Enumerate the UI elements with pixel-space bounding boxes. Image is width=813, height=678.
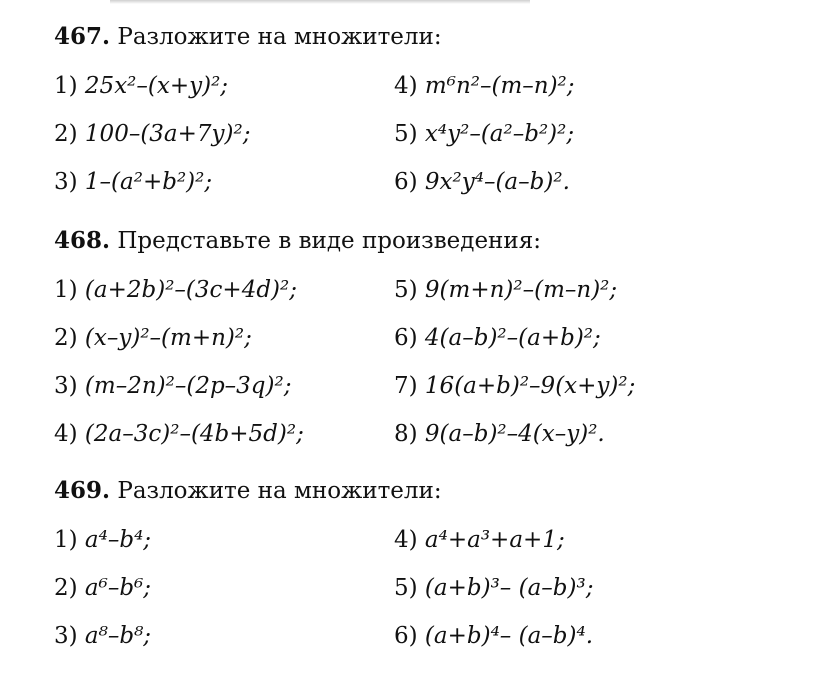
item-expression: 9(m+n)²–(m–n)²; <box>424 277 618 303</box>
exercise-468 <box>54 224 794 452</box>
item-number: 1) <box>54 73 78 99</box>
exercise-number: 468. <box>54 227 111 254</box>
item-expression: 25x²–(x+y)²; <box>84 73 229 99</box>
item-expression: (2a–3c)²–(4b+5d)²; <box>84 421 304 447</box>
exercise-item <box>54 570 394 606</box>
item-number: 8) <box>394 421 418 447</box>
item-expression: a⁶–b⁶; <box>84 575 152 601</box>
item-number: 5) <box>394 575 418 601</box>
exercise-heading <box>54 224 794 258</box>
exercise-item <box>54 320 394 356</box>
item-expression: (m–2n)²–(2p–3q)²; <box>84 373 292 399</box>
item-number: 3) <box>54 169 78 195</box>
item-expression: 9x²y⁴–(a–b)². <box>424 169 570 195</box>
item-number: 6) <box>394 325 418 351</box>
exercise-item <box>394 618 774 654</box>
exercise-469 <box>54 474 794 654</box>
item-number: 3) <box>54 373 78 399</box>
item-number: 1) <box>54 527 78 553</box>
item-number: 5) <box>394 121 418 147</box>
exercise-item <box>394 320 774 356</box>
item-expression: 1–(a²+b²)²; <box>84 169 213 195</box>
exercise-title: Разложите на множители: <box>117 478 442 504</box>
item-number: 6) <box>394 623 418 649</box>
exercise-heading <box>54 474 794 508</box>
exercise-item <box>394 116 774 152</box>
item-number: 2) <box>54 325 78 351</box>
item-number: 4) <box>394 73 418 99</box>
item-number: 2) <box>54 121 78 147</box>
item-number: 7) <box>394 373 418 399</box>
item-expression: a⁴–b⁴; <box>84 527 152 553</box>
item-expression: (x–y)²–(m+n)²; <box>84 325 252 351</box>
exercise-item <box>394 164 774 200</box>
exercise-item <box>394 368 774 404</box>
item-expression: a⁴+a³+a+1; <box>424 527 565 553</box>
item-expression: a⁸–b⁸; <box>84 623 152 649</box>
exercise-467 <box>54 20 794 200</box>
item-expression: 100–(3a+7y)²; <box>84 121 251 147</box>
item-expression: 16(a+b)²–9(x+y)²; <box>424 373 636 399</box>
exercise-item <box>394 68 774 104</box>
item-expression: 9(a–b)²–4(x–y)². <box>424 421 605 447</box>
item-number: 5) <box>394 277 418 303</box>
item-number: 4) <box>394 527 418 553</box>
exercise-item <box>54 272 394 308</box>
exercise-item <box>54 368 394 404</box>
exercise-item <box>394 570 774 606</box>
exercise-item <box>54 618 394 654</box>
exercise-items <box>54 522 794 654</box>
exercise-item <box>394 522 774 558</box>
exercise-item <box>54 68 394 104</box>
exercise-items <box>54 272 794 452</box>
item-expression: 4(a–b)²–(a+b)²; <box>424 325 601 351</box>
item-number: 4) <box>54 421 78 447</box>
exercise-item <box>394 416 774 452</box>
item-number: 2) <box>54 575 78 601</box>
item-expression: (a+b)⁴– (a–b)⁴. <box>424 623 594 649</box>
exercise-number: 467. <box>54 23 111 50</box>
item-expression: (a+2b)²–(3c+4d)²; <box>84 277 297 303</box>
exercise-items <box>54 68 794 200</box>
exercise-item <box>54 522 394 558</box>
item-expression: x⁴y²–(a²–b²)²; <box>424 121 575 147</box>
exercise-title: Представьте в виде произведения: <box>117 228 541 254</box>
exercise-number: 469. <box>54 477 111 504</box>
exercise-title: Разложите на множители: <box>117 24 442 50</box>
exercise-heading <box>54 20 794 54</box>
item-expression: (a+b)³– (a–b)³; <box>424 575 594 601</box>
exercise-item <box>54 416 394 452</box>
exercise-item <box>54 164 394 200</box>
item-number: 1) <box>54 277 78 303</box>
item-expression: m⁶n²–(m–n)²; <box>424 73 575 99</box>
item-number: 6) <box>394 169 418 195</box>
cropped-top-line <box>110 0 530 4</box>
exercise-item <box>54 116 394 152</box>
exercise-item <box>394 272 774 308</box>
item-number: 3) <box>54 623 78 649</box>
